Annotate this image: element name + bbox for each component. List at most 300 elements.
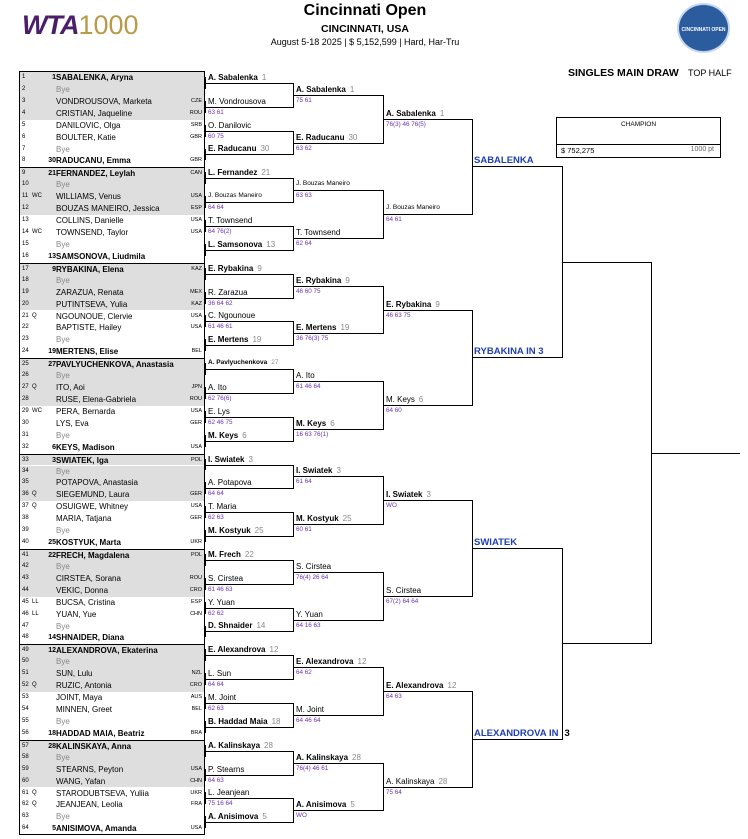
winner-name: L. Samsonova bbox=[208, 240, 263, 249]
bracket-line bbox=[293, 321, 294, 346]
bracket-line bbox=[205, 465, 293, 466]
player-name: NGOUNOUE, Clervie bbox=[56, 311, 133, 321]
bracket-line bbox=[205, 536, 293, 537]
winner-name: M. Keys bbox=[208, 431, 239, 440]
draw-position: 46 bbox=[22, 610, 29, 617]
country-code: SRB bbox=[190, 121, 202, 128]
winner-name: Y. Yuan bbox=[208, 598, 235, 607]
round-2-winner bbox=[208, 431, 247, 440]
round-2-winner bbox=[208, 574, 243, 583]
draw-row bbox=[20, 239, 204, 251]
country-code: ESP bbox=[190, 205, 202, 212]
player-name: SHNAIDER, Diana bbox=[56, 633, 125, 643]
country-code: USA bbox=[190, 217, 202, 224]
winner-name: E. Raducanu bbox=[296, 133, 345, 142]
bracket-line bbox=[293, 274, 294, 299]
round-3-winner bbox=[296, 562, 331, 571]
draw-row bbox=[20, 632, 204, 644]
draw-row bbox=[20, 585, 204, 597]
bracket-line bbox=[205, 339, 206, 351]
country-code: CHN bbox=[190, 777, 202, 784]
country-code: UKR bbox=[190, 539, 202, 546]
draw-position: 34 bbox=[22, 467, 29, 474]
bracket-line bbox=[472, 310, 473, 406]
round-2-winner bbox=[208, 669, 231, 678]
bracket-line bbox=[205, 703, 293, 704]
player-name: MARIA, Tatjana bbox=[56, 514, 112, 524]
draw-half-label: TOP HALF bbox=[688, 68, 732, 78]
bracket-line bbox=[205, 626, 206, 638]
country-code: CRO bbox=[189, 586, 202, 593]
match-score: 64 60 bbox=[386, 407, 402, 414]
round-2-winner bbox=[208, 288, 248, 297]
draw-row bbox=[20, 740, 204, 752]
entry-type: WC bbox=[32, 193, 42, 200]
winner-seed: 5 bbox=[262, 812, 267, 821]
bracket-line bbox=[205, 655, 293, 656]
winner-name: J. Bouzas Maneiro bbox=[296, 180, 350, 187]
draw-row bbox=[20, 811, 204, 823]
seed-number: 21 bbox=[48, 170, 56, 178]
bracket-line bbox=[472, 119, 473, 215]
draw-row bbox=[20, 179, 204, 191]
draw-row bbox=[20, 788, 204, 800]
draw-row bbox=[20, 311, 204, 323]
winner-name: S. Cirstea bbox=[386, 586, 422, 595]
match-score: 60 75 bbox=[208, 133, 224, 140]
seed-number: 3 bbox=[52, 456, 56, 464]
country-code: CHN bbox=[190, 610, 202, 617]
bracket-line bbox=[205, 268, 206, 280]
winner-name: Y. Yuan bbox=[296, 610, 323, 619]
winner-seed: 6 bbox=[330, 419, 335, 428]
entry-type: WC bbox=[32, 407, 42, 414]
country-code: MEX bbox=[190, 288, 202, 295]
player-name: Bye bbox=[56, 621, 70, 631]
wta-1000-logo bbox=[22, 8, 139, 42]
bracket-line bbox=[205, 512, 293, 513]
bracket-line bbox=[205, 411, 206, 423]
country-code: ROU bbox=[189, 395, 202, 402]
draw-row bbox=[20, 96, 204, 108]
country-code: USA bbox=[190, 193, 202, 200]
bracket-line bbox=[293, 381, 383, 382]
winner-name: L. Fernandez bbox=[208, 168, 258, 177]
bracket-line bbox=[472, 357, 562, 358]
round-2-winner bbox=[208, 812, 267, 821]
match-score: 76(3) 46 76(5) bbox=[386, 121, 426, 128]
tournament-seal-logo bbox=[677, 3, 730, 53]
player-name: PUTINTSEVA, Yulia bbox=[56, 299, 128, 309]
match-score: 61 64 bbox=[296, 478, 312, 485]
bracket-line bbox=[205, 369, 293, 370]
draw-row bbox=[20, 752, 204, 764]
bracket-line bbox=[293, 143, 383, 144]
draw-row bbox=[20, 167, 204, 179]
player-name: RYBAKINA, Elena bbox=[56, 264, 124, 274]
winner-name: A. Potapova bbox=[208, 478, 252, 487]
winner-name: A. Anisimova bbox=[208, 812, 259, 821]
winner-name: E. Mertens bbox=[208, 335, 249, 344]
champion-line bbox=[557, 144, 720, 145]
bracket-line bbox=[383, 596, 472, 597]
bracket-line bbox=[293, 524, 383, 525]
winner-name: S. Cirstea bbox=[296, 562, 332, 571]
match-score: 61 46 61 bbox=[208, 323, 233, 330]
country-code: FRA bbox=[191, 801, 202, 808]
draw-row bbox=[20, 370, 204, 382]
winner-seed: 9 bbox=[435, 300, 440, 309]
bracket-line bbox=[383, 572, 384, 621]
draw-position: 20 bbox=[22, 300, 29, 307]
bracket-line bbox=[205, 149, 206, 161]
country-code: USA bbox=[190, 324, 202, 331]
round-2-winner bbox=[208, 693, 236, 702]
entry-type: Q bbox=[32, 312, 37, 319]
bracket-line bbox=[293, 715, 383, 716]
player-name: Bye bbox=[56, 180, 70, 190]
bracket-line bbox=[205, 154, 293, 155]
draw-position: 53 bbox=[22, 694, 29, 701]
round-3-winner bbox=[296, 800, 355, 809]
round-3-winner bbox=[296, 514, 352, 523]
round-4-winner bbox=[386, 395, 423, 404]
winner-seed: 1 bbox=[349, 85, 355, 94]
round-2-winner bbox=[208, 73, 266, 82]
bracket-line bbox=[205, 417, 293, 418]
bracket-line bbox=[205, 101, 206, 113]
round-3-winner bbox=[296, 180, 350, 187]
country-code: USA bbox=[190, 312, 202, 319]
draw-position: 57 bbox=[22, 742, 29, 749]
bracket-line bbox=[205, 250, 293, 251]
bracket-line bbox=[205, 77, 206, 89]
country-code: CAN bbox=[190, 170, 202, 177]
winner-seed: 22 bbox=[244, 550, 254, 559]
draw-position: 59 bbox=[22, 765, 29, 772]
draw-row bbox=[20, 227, 204, 239]
player-name: KEYS, Madison bbox=[56, 442, 115, 452]
country-code: BEL bbox=[191, 706, 202, 713]
draw-row bbox=[20, 799, 204, 811]
match-score: WO bbox=[296, 812, 307, 819]
match-score: 75 16 64 bbox=[208, 800, 233, 807]
winner-seed: 28 bbox=[264, 741, 273, 750]
match-score: 61 46 64 bbox=[296, 383, 321, 390]
bracket-line bbox=[472, 548, 562, 549]
winner-name: B. Haddad Maia bbox=[208, 717, 268, 726]
match-score: 61 46 63 bbox=[208, 586, 233, 593]
draw-row bbox=[20, 549, 204, 561]
bracket-line bbox=[383, 310, 472, 311]
bracket-line bbox=[205, 769, 206, 781]
draw-row bbox=[20, 454, 204, 466]
draw-position: 61 bbox=[22, 789, 29, 796]
draw-position: 52 bbox=[22, 682, 29, 689]
player-name: PAVLYUCHENKOVA, Anastasia bbox=[56, 360, 174, 370]
entry-type: Q bbox=[32, 801, 37, 808]
round-3-winner bbox=[296, 753, 361, 762]
draw-position: 58 bbox=[22, 753, 29, 760]
winner-name: M. Joint bbox=[296, 705, 325, 714]
draw-row bbox=[20, 358, 204, 370]
winner-seed: 19 bbox=[340, 323, 350, 332]
winner-seed: 30 bbox=[348, 133, 358, 142]
draw-position: 37 bbox=[22, 503, 29, 510]
seed-number: 30 bbox=[48, 157, 56, 165]
draw-row bbox=[20, 561, 204, 573]
bracket-line bbox=[472, 739, 562, 740]
round-2-winner bbox=[208, 97, 266, 106]
player-name: MERTENS, Elise bbox=[56, 347, 119, 357]
bracket-line bbox=[205, 584, 293, 585]
draw-row bbox=[20, 692, 204, 704]
bracket-line bbox=[205, 721, 206, 733]
draw-position: 51 bbox=[22, 670, 29, 677]
match-score: 64 64 bbox=[208, 681, 224, 688]
round-2-winner bbox=[208, 311, 255, 320]
match-score: 64 61 bbox=[386, 216, 402, 223]
country-code: USA bbox=[190, 407, 202, 414]
player-name: ZARAZUA, Renata bbox=[56, 287, 124, 297]
champion-box bbox=[556, 117, 721, 158]
bracket-line bbox=[205, 727, 293, 728]
bracket-line bbox=[383, 214, 472, 215]
bracket-line bbox=[293, 131, 294, 155]
round-2-winner bbox=[208, 455, 253, 464]
winner-name: A. Sabalenka bbox=[386, 109, 436, 118]
draw-row bbox=[20, 513, 204, 525]
bracket-line bbox=[205, 822, 293, 823]
draw-row bbox=[20, 346, 204, 358]
draw-row bbox=[20, 704, 204, 716]
draw-position: 14 bbox=[22, 229, 29, 236]
seed-number: 25 bbox=[48, 539, 56, 547]
draw-position: 54 bbox=[22, 706, 29, 713]
round-3-winner bbox=[296, 276, 350, 285]
draw-position: 42 bbox=[22, 562, 29, 569]
bracket-line bbox=[205, 387, 206, 399]
country-code: USA bbox=[190, 825, 202, 832]
winner-seed: 25 bbox=[342, 514, 352, 523]
player-name: SAMSONOVA, Liudmila bbox=[56, 251, 146, 261]
draw-position: 22 bbox=[22, 324, 29, 331]
player-name: Bye bbox=[56, 657, 70, 667]
player-name: BOULTER, Katie bbox=[56, 132, 116, 142]
bracket-line bbox=[205, 172, 206, 184]
player-name: SUN, Lulu bbox=[56, 669, 93, 679]
draw-position: 56 bbox=[22, 729, 29, 736]
seed-number: 13 bbox=[48, 252, 56, 260]
bracket-line bbox=[293, 429, 383, 430]
winner-seed: 27 bbox=[271, 359, 279, 366]
country-code: UKR bbox=[190, 789, 202, 796]
winner-name: T. Maria bbox=[208, 502, 237, 511]
quarterfinal-winner bbox=[474, 728, 570, 739]
round-2-winner bbox=[208, 359, 278, 366]
draw-row bbox=[20, 120, 204, 132]
winner-name: S. Cirstea bbox=[208, 574, 244, 583]
bracket-line bbox=[205, 792, 206, 804]
player-name: KOSTYUK, Marta bbox=[56, 538, 121, 548]
bracket-line bbox=[293, 178, 294, 203]
match-score: 75 61 bbox=[296, 97, 312, 104]
winner-name: A. Sabalenka bbox=[208, 73, 258, 82]
country-code: ESP bbox=[190, 598, 202, 605]
winner-seed: 3 bbox=[336, 466, 341, 475]
bracket-line bbox=[293, 798, 294, 823]
bracket-line bbox=[205, 131, 293, 132]
logo-wta-text: WTA bbox=[22, 10, 79, 40]
bracket-line bbox=[205, 435, 206, 447]
bracket-line bbox=[293, 703, 294, 728]
winner-seed: 18 bbox=[271, 717, 281, 726]
draw-position: 9 bbox=[22, 170, 26, 177]
draw-position: 8 bbox=[22, 157, 26, 164]
round-4-winner bbox=[386, 109, 444, 118]
match-score: 64 16 63 bbox=[296, 622, 321, 629]
winner-seed: 1 bbox=[261, 73, 267, 82]
draw-row bbox=[20, 394, 204, 406]
round-3-winner bbox=[296, 228, 340, 237]
player-name: JEANJEAN, Leolia bbox=[56, 800, 123, 810]
bracket-line bbox=[205, 488, 293, 489]
bracket-line bbox=[205, 196, 206, 208]
round-2-winner bbox=[208, 788, 249, 797]
draw-position: 1 bbox=[22, 74, 26, 80]
round-2-winner bbox=[208, 741, 273, 750]
seed-number: 28 bbox=[48, 742, 56, 750]
player-name: FRECH, Magdalena bbox=[56, 551, 130, 560]
player-name: YUAN, Yue bbox=[56, 609, 97, 619]
match-score: 76(4) 26 64 bbox=[296, 574, 329, 581]
country-code: JPN bbox=[191, 384, 202, 391]
winner-name: I. Swiatek bbox=[208, 455, 245, 464]
winner-name: E. Rybakina bbox=[208, 264, 254, 273]
draw-row bbox=[20, 644, 204, 656]
match-score: 67(2) 64 64 bbox=[386, 598, 419, 605]
bracket-line bbox=[562, 548, 563, 740]
round-2-winner bbox=[208, 383, 227, 392]
player-name: Bye bbox=[56, 526, 70, 536]
bracket-line bbox=[383, 476, 384, 525]
country-code: GER bbox=[190, 491, 202, 498]
seed-number: 5 bbox=[52, 825, 56, 833]
bracket-line bbox=[383, 95, 384, 144]
draw-position: 27 bbox=[22, 384, 29, 391]
round-2-winner bbox=[208, 526, 264, 535]
winner-seed: 12 bbox=[447, 681, 457, 690]
winner-name: M. Joint bbox=[208, 693, 237, 702]
bracket-line bbox=[293, 608, 294, 632]
winner-seed: 6 bbox=[242, 431, 247, 440]
bracket-line bbox=[293, 620, 383, 621]
draw-position: 40 bbox=[22, 539, 29, 546]
entry-type: Q bbox=[32, 491, 37, 498]
round-2-winner bbox=[208, 240, 275, 249]
player-name: Bye bbox=[56, 430, 70, 440]
country-code: GER bbox=[190, 419, 202, 426]
round-4-winner bbox=[386, 300, 440, 309]
winner-name: A. Kalinskaya bbox=[208, 741, 261, 750]
country-code: USA bbox=[190, 229, 202, 236]
bracket-line bbox=[293, 417, 294, 442]
player-name: Bye bbox=[56, 239, 70, 249]
winner-seed: 19 bbox=[252, 335, 262, 344]
draw-row bbox=[20, 525, 204, 537]
player-name: PERA, Bernarda bbox=[56, 406, 116, 416]
draw-player-list bbox=[19, 71, 205, 835]
bracket-line bbox=[205, 321, 293, 322]
bracket-line bbox=[293, 667, 383, 668]
match-score: 64 46 64 bbox=[296, 717, 321, 724]
draw-position: 13 bbox=[22, 217, 29, 224]
draw-row bbox=[20, 442, 204, 454]
seed-number: 27 bbox=[48, 361, 56, 369]
draw-position: 49 bbox=[22, 647, 29, 654]
player-name: SWIATEK, Iga bbox=[56, 455, 109, 465]
draw-row bbox=[20, 668, 204, 680]
bracket-line bbox=[205, 345, 293, 346]
bracket-line bbox=[562, 643, 651, 644]
draw-position: 35 bbox=[22, 479, 29, 486]
winner-seed: 5 bbox=[350, 800, 355, 809]
draw-position: 25 bbox=[22, 361, 29, 368]
round-3-winner bbox=[296, 657, 366, 666]
bracket-line bbox=[383, 787, 472, 788]
player-name: BOUZAS MANEIRO, Jessica bbox=[56, 204, 160, 214]
draw-position: 43 bbox=[22, 574, 29, 581]
player-name: Bye bbox=[56, 561, 70, 571]
country-code: KAZ bbox=[191, 265, 202, 272]
match-score: 46 60 75 bbox=[296, 288, 321, 295]
draw-row bbox=[20, 573, 204, 585]
bracket-line bbox=[205, 83, 293, 84]
draw-title: SINGLES MAIN DRAW bbox=[568, 67, 679, 79]
tournament-details: August 5-18 2025 | $ 5,152,599 | Hard, Har-Tru bbox=[270, 37, 460, 47]
draw-position: 60 bbox=[22, 777, 29, 784]
country-code: CZE bbox=[191, 97, 202, 104]
draw-position: 12 bbox=[22, 205, 29, 212]
round-4-winner bbox=[386, 681, 456, 690]
draw-position: 44 bbox=[22, 586, 29, 593]
draw-position: 4 bbox=[22, 109, 26, 116]
bracket-line bbox=[205, 745, 206, 757]
player-name: STEARNS, Peyton bbox=[56, 764, 124, 774]
winner-seed: 1 bbox=[439, 109, 445, 118]
winner-seed: 21 bbox=[261, 168, 271, 177]
winner-name: M. Kostyuk bbox=[208, 526, 251, 535]
match-score: 63 63 bbox=[296, 192, 312, 199]
draw-row bbox=[20, 537, 204, 549]
winner-name: T. Townsend bbox=[208, 216, 253, 225]
player-name: WILLIAMS, Venus bbox=[56, 192, 121, 202]
quarterfinal-winner bbox=[474, 346, 544, 357]
winner-name: O. Danilovic bbox=[208, 121, 252, 130]
winner-name: E. Alexandrova bbox=[296, 657, 354, 666]
bracket-line bbox=[205, 363, 206, 375]
winner-name: M. Frech bbox=[208, 550, 241, 559]
bracket-line bbox=[562, 262, 651, 263]
bracket-line bbox=[205, 798, 293, 799]
round-2-winner bbox=[208, 550, 254, 559]
winner-seed: 9 bbox=[345, 276, 350, 285]
winner-name: E. Rybakina bbox=[296, 276, 342, 285]
country-code: GBR bbox=[190, 157, 202, 164]
draw-position: 28 bbox=[22, 395, 29, 402]
country-code: BEL bbox=[191, 348, 202, 355]
draw-row bbox=[20, 382, 204, 394]
